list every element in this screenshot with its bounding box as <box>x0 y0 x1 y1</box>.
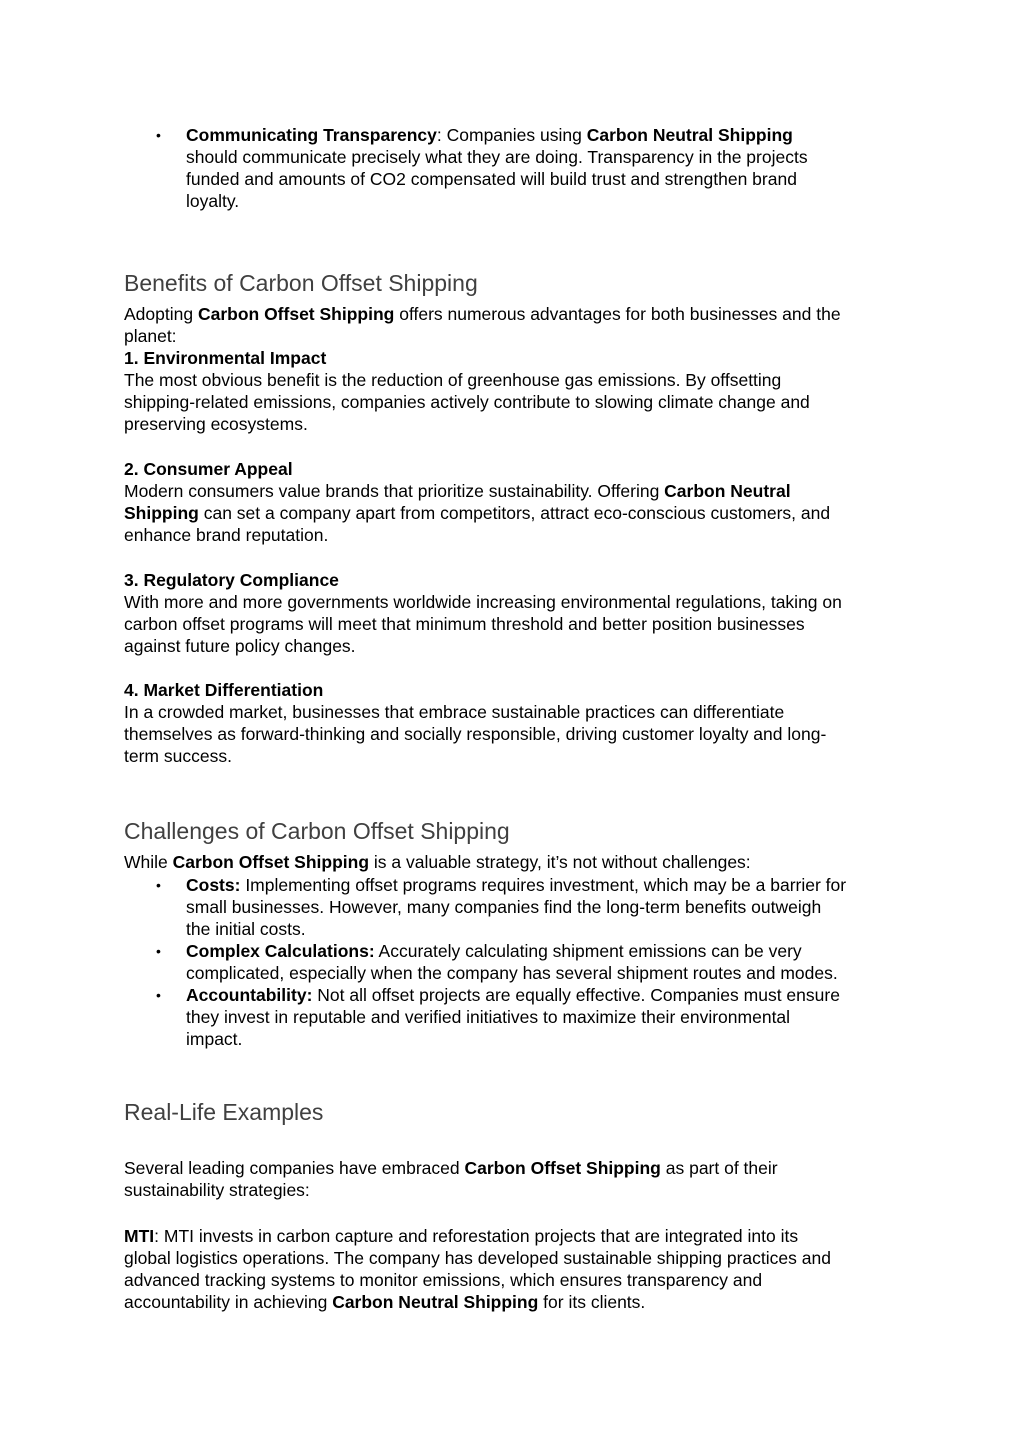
mti-keyword: Carbon Neutral Shipping <box>332 1292 539 1312</box>
challenges-heading: Challenges of Carbon Offset Shipping <box>124 818 510 844</box>
challenge-label: Accountability: <box>186 985 313 1005</box>
benefit-title-text: 3. Regulatory Compliance <box>124 570 339 590</box>
benefit-line <box>124 502 830 524</box>
bullet-marker: • <box>156 877 161 893</box>
transparency-line-2: should communicate precisely what they are doing. Transparency in the projects <box>186 147 808 167</box>
consumer-line-2-text: can set a company apart from competitors, attract eco-conscious customers, and <box>198 503 831 523</box>
benefits-intro-line-2: planet: <box>124 326 177 346</box>
mti-line-4-pre: accountability in achieving <box>124 1292 333 1312</box>
benefit-line: The most obvious benefit is the reduction of greenhouse gas emissions. By offsetting <box>124 370 782 390</box>
examples-intro-line-1 <box>124 1157 778 1179</box>
mti-line-3: advanced tracking systems to monitor emissions, which ensures transparency and <box>124 1270 763 1290</box>
consumer-keyword: Carbon Neutral <box>664 481 791 501</box>
benefits-intro-keyword: Carbon Offset Shipping <box>197 304 395 324</box>
bullet-marker: • <box>156 943 161 959</box>
benefit-line: In a crowded market, businesses that embrace sustainable practices can differentiate <box>124 702 785 722</box>
benefit-title-text: 1. Environmental Impact <box>124 348 327 368</box>
benefit-line: preserving ecosystems. <box>124 414 308 434</box>
examples-intro-pre: Several leading companies have embraced <box>124 1158 465 1178</box>
challenge-line: small businesses. However, many companies find the long-term benefits outweigh <box>186 897 822 917</box>
mti-line-4 <box>124 1291 645 1313</box>
challenges-intro-pre: While <box>124 852 173 872</box>
mti-line-2: global logistics operations. The company has developed sustainable shipping practices and <box>124 1248 831 1268</box>
challenges-intro-keyword: Carbon Offset Shipping <box>172 852 370 872</box>
challenge-text: Not all offset projects are equally effective. Companies must ensure <box>312 985 840 1005</box>
challenge-line: the initial costs. <box>186 919 306 939</box>
benefit-line: term success. <box>124 746 232 766</box>
benefit-title-consumer <box>124 458 293 480</box>
examples-intro-line-2: sustainability strategies: <box>124 1180 310 1200</box>
benefit-line: themselves as forward-thinking and socially responsible, driving customer loyalty and long- <box>124 724 827 744</box>
transparency-keyword: Carbon Neutral Shipping <box>586 125 793 145</box>
transparency-line-4: loyalty. <box>186 191 240 211</box>
challenge-text: Accurately calculating shipment emissions can be very <box>374 941 802 961</box>
benefit-line: enhance brand reputation. <box>124 525 329 545</box>
challenge-costs-line-1 <box>186 874 846 896</box>
transparency-line-1 <box>186 124 793 146</box>
consumer-line-1-text: Modern consumers value brands that prioritize sustainability. Offering <box>124 481 665 501</box>
challenge-line: complicated, especially when the company has several shipment routes and modes. <box>186 963 838 983</box>
bullet-marker: • <box>156 127 161 143</box>
challenge-line: impact. <box>186 1029 243 1049</box>
examples-intro-keyword: Carbon Offset Shipping <box>464 1158 661 1178</box>
benefit-title-text: 4. Market Differentiation <box>124 680 324 700</box>
benefit-line: shipping-related emissions, companies actively contribute to slowing climate change and <box>124 392 810 412</box>
challenge-label: Complex Calculations: <box>186 941 375 961</box>
challenges-intro <box>124 851 751 873</box>
challenge-text: Implementing offset programs requires investment, which may be a barrier for <box>240 875 847 895</box>
benefit-line: carbon offset programs will meet that minimum threshold and better position businesses <box>124 614 805 634</box>
mti-label: MTI <box>124 1226 155 1246</box>
benefit-line: With more and more governments worldwide increasing environmental regulations, taking on <box>124 592 842 612</box>
examples-heading: Real-Life Examples <box>124 1099 324 1125</box>
mti-text: : MTI invests in carbon capture and reforestation projects that are integrated into its <box>154 1226 799 1246</box>
benefit-line <box>124 480 791 502</box>
benefits-intro-post: offers numerous advantages for both businesses and the <box>394 304 841 324</box>
mti-line-1 <box>124 1225 798 1247</box>
benefit-title-regulatory <box>124 569 339 591</box>
benefit-title-market <box>124 679 323 701</box>
benefits-intro-line-1 <box>124 303 841 325</box>
benefit-title-text: 2. Consumer Appeal <box>124 459 293 479</box>
benefit-line: against future policy changes. <box>124 636 356 656</box>
benefit-title-environmental <box>124 347 326 369</box>
transparency-title: Communicating Transparency <box>186 125 437 145</box>
bullet-marker: • <box>156 987 161 1003</box>
examples-intro-post: as part of their <box>660 1158 778 1178</box>
challenge-line: they invest in reputable and verified initiatives to maximize their environmental <box>186 1007 791 1027</box>
challenge-label: Costs: <box>186 875 241 895</box>
transparency-line-3: funded and amounts of CO2 compensated will build trust and strengthen brand <box>186 169 797 189</box>
mti-line-4-post: for its clients. <box>538 1292 646 1312</box>
benefits-heading: Benefits of Carbon Offset Shipping <box>124 270 478 296</box>
transparency-sep: : Companies using <box>436 125 587 145</box>
consumer-keyword: Shipping <box>124 503 199 523</box>
benefits-intro-pre: Adopting <box>124 304 198 324</box>
challenges-intro-post: is a valuable strategy, it’s not without challenges: <box>369 852 751 872</box>
challenge-accountability-line-1 <box>186 984 840 1006</box>
challenge-complex-line-1 <box>186 940 802 962</box>
